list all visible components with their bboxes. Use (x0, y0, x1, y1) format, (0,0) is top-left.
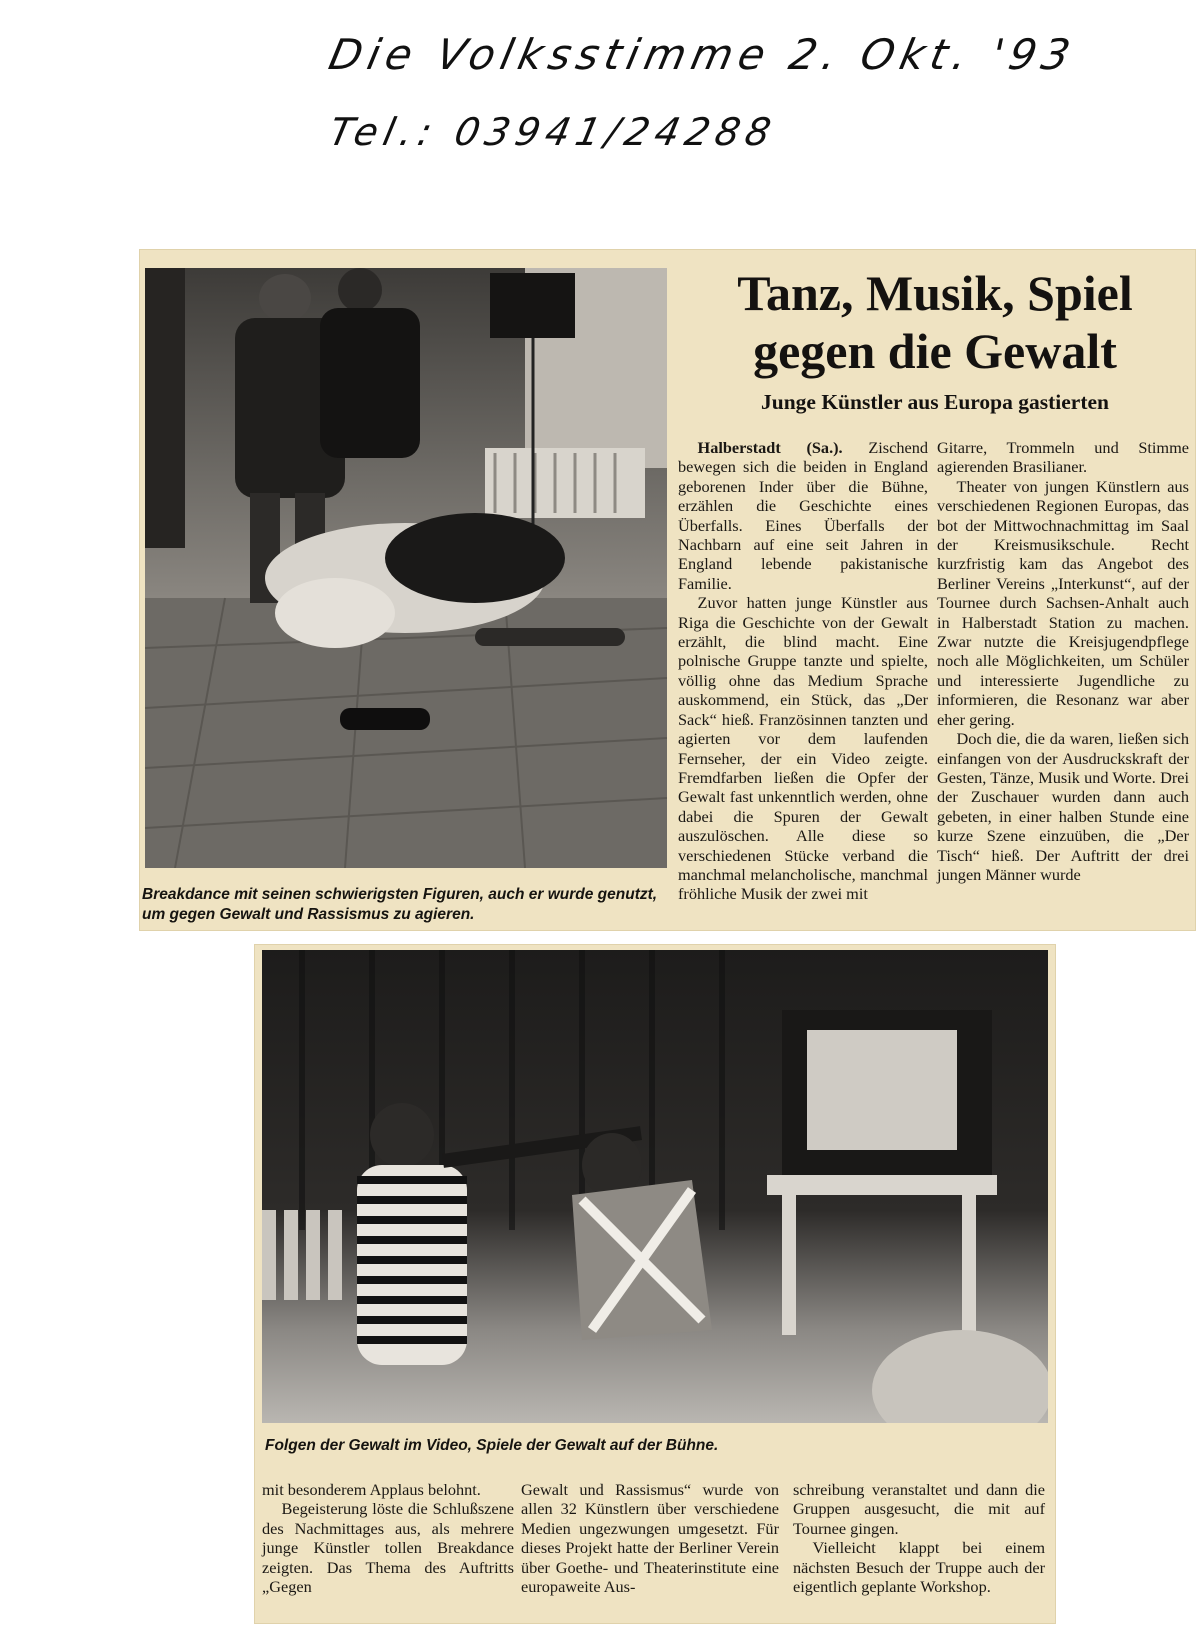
handwritten-source-note: Die Volksstimme 2. Okt. '93 (324, 30, 1081, 79)
article-paragraph: Doch die, die da waren, ließen sich einfangen von der Ausdruckskraft der Gesten, Tänze, Musik und Worte. Drei der Zuschauer wurden dann auch gebeten, in einer halben Stunde eine kurze Szene einzuüben, die „Der Tisch“ hieß. Der Auftritt der drei jungen Männer wurde (937, 729, 1189, 884)
article-paragraph: schreibung veranstaltet und dann die Gruppen ausgesucht, die mit auf Tournee gingen. (793, 1480, 1045, 1538)
article-column-5 (793, 1480, 1045, 1596)
article-paragraph (678, 438, 928, 593)
top-photo-caption: Breakdance mit seinen schwierigsten Figuren, auch er wurde genutzt, um gegen Gewalt und Rassismus zu agieren. (142, 886, 658, 923)
article-column-1 (678, 438, 928, 904)
dateline: Halberstadt (Sa.). (697, 438, 843, 457)
article-paragraph: Zuvor hatten junge Künstler aus Riga die Geschichte von der Gewalt erzählt, die blind macht. Eine polnische Gruppe tanzte und spielte, völlig ohne das Medium Sprache auskommend, ein Stück, das „Der Sack“ hieß. Französinnen tanzten und agierten vor dem laufenden Fernseher, der ein Video zeigte. Fremdfarben ließen die Opfer der Gewalt fast unkenntlich werden, ohne dabei die Spuren der Gewalt auszulöschen. Alle diese so verschiedenen Stücke verband die manchmal melancholische, manchmal fröhliche Musik der zwei mit (678, 593, 928, 904)
article-paragraph: Gitarre, Trommeln und Stimme agierenden Brasilianer. (937, 438, 1189, 477)
breakdance-photo-illustration (145, 268, 667, 868)
article-paragraph: Begeisterung löste die Schlußszene des Nachmittages aus, als mehrere junge Künstler tollen Breakdance zeigten. Das Thema des Auftritts „Gegen (262, 1499, 514, 1597)
breakdance-photo (145, 268, 667, 868)
stage-video-photo (262, 950, 1048, 1423)
handwritten-phone-note: Tel.: 03941/24288 (325, 110, 781, 154)
bottom-photo-caption: Folgen der Gewalt im Video, Spiele der Gewalt auf der Bühne. (265, 1437, 719, 1454)
article-paragraph: Theater von jungen Künstlern aus verschiedenen Regionen Europas, das bot der Mittwochnachmittag im Saal der Kreismusikschule. Recht kurzfristig kam das Angebot des Berliner Vereins „Interkunst“, auf der Tournee durch Sachsen-Anhalt auch in Halberstadt Station zu machen. Zwar nutzte die Kreisjugendpflege noch alle Möglichkeiten, um Schüler und interessierte Jugendliche zu informieren, die Resonanz war aber eher gering. (937, 476, 1189, 729)
article-column-4 (521, 1480, 779, 1596)
article-paragraph: mit besonderem Applaus belohnt. (262, 1480, 481, 1499)
article-paragraph: Vielleicht klappt bei einem nächsten Besuch der Truppe auch der eigentlich geplante Workshop. (793, 1538, 1045, 1597)
paragraph-text: Zischend bewegen sich die beiden in England geborenen Inder über die Bühne, erzählen die Geschichte eines Überfalls. Eines Überfalls der Nachbarn auf eine seit Jahren in England lebende pakistanische Familie. (678, 438, 928, 593)
article-subheadline: Junge Künstler aus Europa gastierten (760, 390, 1110, 414)
article-column-3 (262, 1480, 514, 1596)
article-paragraph: Gewalt und Rassismus“ wurde von allen 32 Künstlern über verschiedene Medien ungezwungen umgesetzt. Für dieses Projekt hatte der Berliner Verein über Goethe- und Theaterinstitute eine europaweite Aus- (521, 1480, 779, 1597)
article-column-2 (937, 438, 1189, 884)
stage-video-photo-illustration (262, 950, 1048, 1423)
article-headline: Tanz, Musik, Spiel gegen die Gewalt (737, 265, 1133, 379)
